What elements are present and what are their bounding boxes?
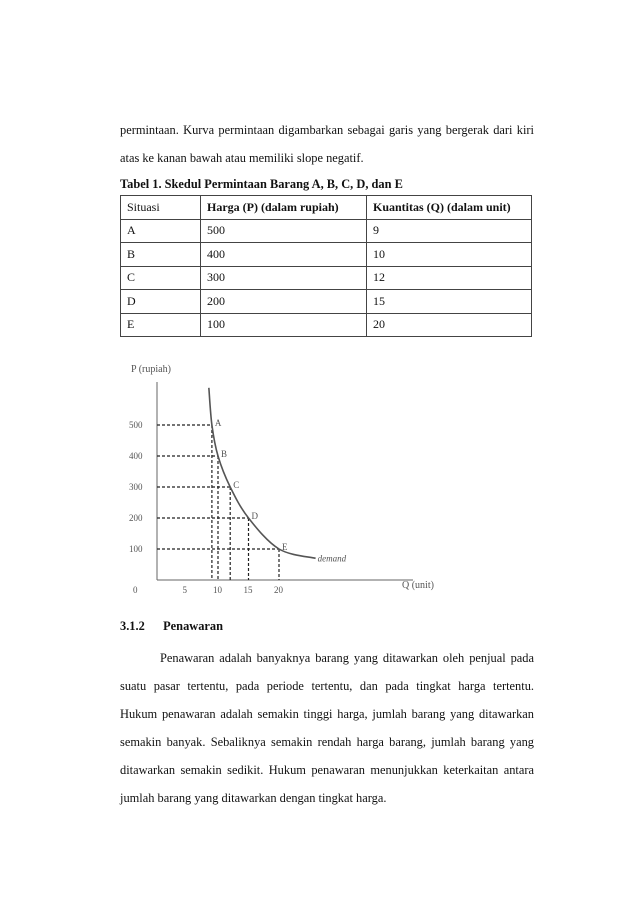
paragraph-line: ditawarkan semakin sedikit. Hukum penawaran menunjukkan keterkaitan antara — [120, 763, 534, 777]
paragraph-line: suatu pasar tertentu, pada periode tertentu, dan pada tingkat harga tertentu. — [120, 679, 534, 693]
table-row — [121, 266, 532, 290]
table-cell: 300 — [201, 266, 367, 290]
y-tick-label: 500 — [129, 420, 143, 430]
table-caption: Tabel 1. Skedul Permintaan Barang A, B, C, D, dan E — [120, 177, 403, 191]
table-cell: D — [121, 290, 201, 314]
table-cell: 10 — [367, 243, 532, 267]
point-label-a: A — [214, 418, 222, 428]
paragraph-line: Penawaran adalah banyaknya barang yang ditawarkan oleh penjual pada — [160, 651, 534, 665]
column-header: Harga (P) (dalam rupiah) — [201, 196, 367, 220]
column-header: Kuantitas (Q) (dalam unit) — [367, 196, 532, 220]
point-label-c: C — [233, 480, 240, 490]
section-title: Penawaran — [163, 619, 223, 633]
table-cell: 12 — [367, 266, 532, 290]
table-row — [121, 243, 532, 267]
table-row — [121, 219, 532, 243]
table-header-row — [121, 196, 532, 220]
section-heading — [120, 619, 223, 634]
chart-marks — [129, 388, 347, 595]
table-cell: E — [121, 313, 201, 337]
table-row — [121, 313, 532, 337]
paragraph-line: permintaan. Kurva permintaan digambarkan sebagai garis yang bergerak dari kiri — [120, 123, 534, 137]
y-tick-label: 200 — [129, 513, 143, 523]
y-tick-label: 100 — [129, 544, 143, 554]
table-cell: B — [121, 243, 201, 267]
column-header: Situasi — [121, 196, 201, 220]
x-tick-label: 15 — [243, 585, 253, 595]
paragraph-line: semakin banyak. Sebaliknya semakin rendah harga barang, jumlah barang yang — [120, 735, 534, 749]
paragraph-line: jumlah barang yang ditawarkan dengan tingkat harga. — [120, 791, 387, 805]
table-cell: 100 — [201, 313, 367, 337]
paragraph-line: Hukum penawaran adalah semakin tinggi harga, jumlah barang yang ditawarkan — [120, 707, 534, 721]
demand-curve — [209, 388, 316, 559]
table-row — [121, 290, 532, 314]
table-cell: 20 — [367, 313, 532, 337]
point-label-b: B — [221, 449, 228, 459]
x-tick-label: 10 — [213, 585, 222, 595]
table-cell: 200 — [201, 290, 367, 314]
y-tick-label: 400 — [129, 451, 143, 461]
demand-schedule-table — [120, 195, 532, 337]
point-label-d: D — [251, 511, 258, 521]
table-cell: C — [121, 266, 201, 290]
table-cell: 15 — [367, 290, 532, 314]
section-paragraph — [120, 644, 534, 812]
point-label-e: E — [282, 542, 288, 552]
x-tick-label: 5 — [182, 585, 187, 595]
x-tick-label: 20 — [274, 585, 283, 595]
section-number: 3.1.2 — [120, 619, 145, 633]
demand-curve-label: demand — [317, 553, 347, 564]
x-tick-label: 0 — [133, 585, 138, 595]
table-cell: 400 — [201, 243, 367, 267]
y-axis-title: P (rupiah) — [131, 364, 171, 375]
intro-paragraph — [120, 116, 534, 172]
table-cell: 500 — [201, 219, 367, 243]
table-cell: A — [121, 219, 201, 243]
table-cell: 9 — [367, 219, 532, 243]
demand-curve-chart — [115, 360, 445, 600]
y-tick-label: 300 — [129, 482, 143, 492]
paragraph-line: atas ke kanan bawah atau memiliki slope negatif. — [120, 151, 364, 165]
x-axis-title: Q (unit) — [402, 580, 434, 591]
